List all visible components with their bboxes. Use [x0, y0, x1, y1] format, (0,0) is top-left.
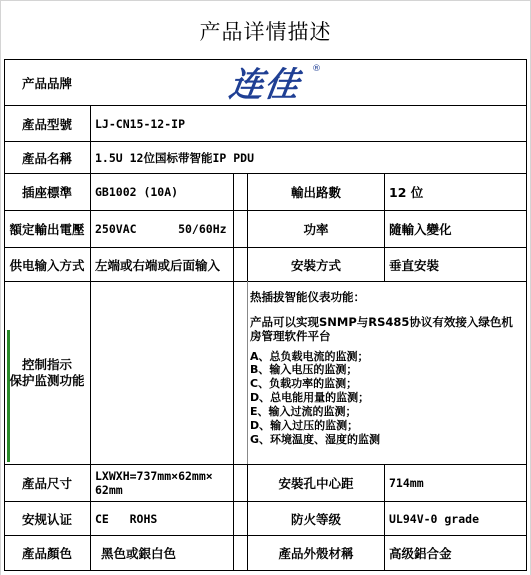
control-label-line1: 控制指示	[21, 357, 72, 372]
power-label: 功率	[303, 222, 329, 237]
output-count-value: 12 位	[389, 185, 424, 200]
power-input-value: 左端或右端或后面输入	[95, 257, 221, 273]
model-label: 產品型號	[21, 116, 72, 132]
color-value: 黑色或銀白色	[101, 546, 177, 561]
brand-label: 产品品牌	[21, 75, 72, 91]
socket-standard-label: 插座標準	[21, 185, 72, 200]
page-title: 产品详情描述	[199, 20, 332, 44]
function-item: G、环境温度、湿度的监测	[250, 433, 381, 446]
socket-standard-value: GB1002 (10A)	[95, 185, 179, 199]
size-value-line2: 62mm	[95, 483, 123, 497]
rated-voltage-value: 250VAC 50/60Hz	[95, 222, 227, 236]
name-label: 產品名稱	[21, 150, 72, 166]
output-count-label: 輸出路數	[290, 185, 341, 200]
hole-distance-label: 安裝孔中心距	[278, 476, 354, 491]
function-item: C、负载功率的监测；	[250, 377, 358, 390]
function-item: A、总负载电流的监测；	[250, 350, 369, 363]
control-label-line2: 保护监测功能	[9, 373, 85, 388]
certification-value: CE ROHS	[95, 511, 158, 526]
control-desc-line1: 产品可以实现SNMP与RS485协议有效接入绿色机	[250, 315, 513, 329]
registered-mark: ®	[312, 64, 321, 74]
power-value: 隨輸入變化	[389, 222, 452, 237]
brand-logo: 连佳	[226, 64, 303, 105]
function-item: D、输入过压的监测；	[250, 419, 359, 432]
material-label: 產品外殼材稱	[278, 546, 354, 561]
size-value	[91, 465, 233, 501]
install-method-value: 垂直安裝	[389, 257, 440, 273]
material-value: 高级鋁合金	[389, 546, 452, 561]
fire-rating-value: UL94V-0 grade	[389, 511, 480, 526]
name-value: 1.5U 12位国标带智能IP PDU	[95, 150, 255, 165]
control-desc-line2: 房管理软件平台	[250, 329, 331, 343]
function-item: D、总电能用量的监测；	[250, 391, 370, 404]
size-value-line1: LXWXH=737mm×62mm×	[95, 469, 213, 483]
function-item: E、输入过流的监测；	[250, 405, 357, 418]
control-heading: 热插拔智能仪表功能：	[250, 290, 365, 304]
size-label: 產品尺寸	[21, 476, 72, 491]
color-label: 產品顏色	[21, 546, 72, 561]
power-input-label: 供电输入方式	[9, 257, 85, 273]
certification-label: 安规认证	[21, 511, 72, 527]
install-method-label: 安裝方式	[290, 257, 341, 273]
fire-rating-label: 防火等级	[290, 511, 341, 527]
function-item: B、输入电压的监测；	[250, 363, 358, 376]
rated-voltage-label: 額定輸出電壓	[9, 222, 85, 237]
control-label	[4, 282, 90, 464]
hole-distance-value: 714mm	[389, 476, 424, 490]
model-value: LJ-CN15-12-IP	[95, 116, 186, 131]
